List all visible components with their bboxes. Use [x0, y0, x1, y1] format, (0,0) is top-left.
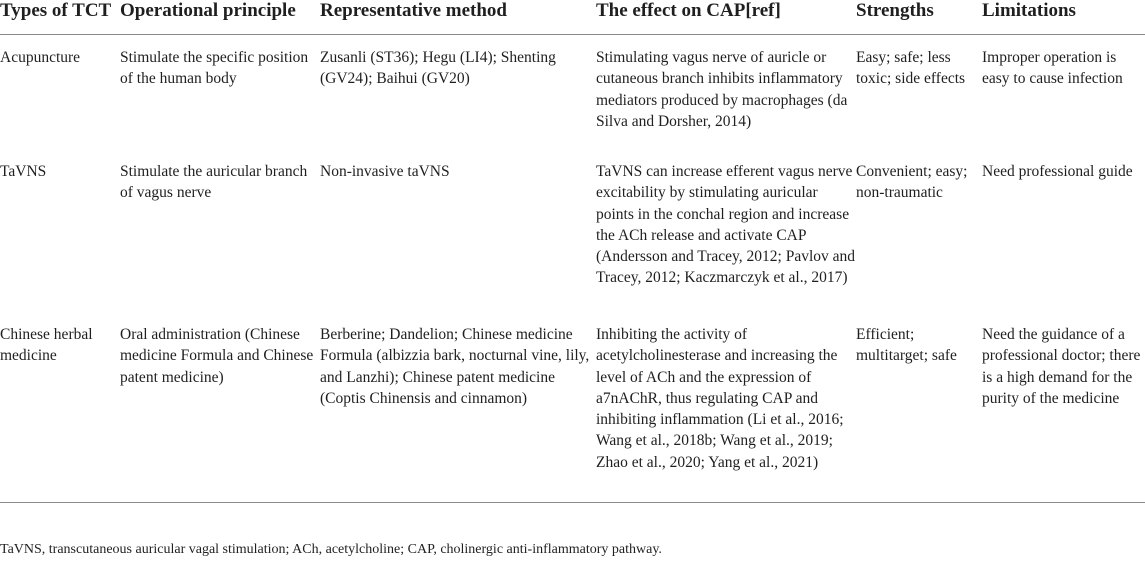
cell-type: Acupuncture — [0, 49, 81, 66]
cell-limitations: Need the guidance of a professional doctor; there is a high demand for the purity of the medicine — [982, 311, 1145, 503]
cell-principle: Oral administration (Chinese medicine Formula and Chinese patent medicine) — [120, 311, 320, 503]
cell-method: Zusanli (ST36); Hegu (LI4); Shenting (GV24); Baihui (GV20) — [320, 49, 556, 88]
cell-strengths: Easy; safe; less toxic; side effects — [856, 49, 966, 88]
cell-type: TaVNS — [0, 163, 47, 180]
header-method: Representative method — [320, 0, 596, 35]
table-row — [0, 311, 1145, 503]
header-principle: Operational principle — [120, 0, 320, 35]
cell-limitations: Need professional guide — [982, 163, 1133, 180]
cell-method: Berberine; Dandelion; Chinese medicine Formula (albizzia bark, nocturnal vine, lily, and Lanzhi); Chinese patent medicine (Coptis Chinensis and cinnamon) — [320, 311, 596, 503]
header-strengths: Strengths — [856, 0, 982, 35]
cell-method: Non-invasive taVNS — [320, 163, 450, 180]
header-types: Types of TCT — [0, 0, 120, 35]
cell-effect: Inhibiting the activity of acetylcholinesterase and increasing the level of ACh and the expression of a7nAChR, thus regulating CAP and inhibiting inflammation (Li et al., 2016; Wang et al., 2018b; Wang et al., 2019; Zhao et al., 2020; Yang et al., 2021) — [596, 311, 856, 503]
table-row — [0, 35, 1145, 154]
cell-type: Chinese herbal medicine — [0, 311, 120, 503]
header-row — [0, 0, 1145, 35]
cell-strengths: Efficient; multitarget; safe — [856, 311, 982, 503]
cell-principle: Stimulate the specific position of the human body — [120, 49, 309, 88]
cell-limitations: Improper operation is easy to cause infection — [982, 49, 1123, 88]
table-row — [0, 153, 1145, 311]
table-footnote: TaVNS, transcutaneous auricular vagal stimulation; ACh, acetylcholine; CAP, cholinergic anti-inflammatory pathway. — [0, 542, 662, 557]
cell-effect: Stimulating vagus nerve of auricle or cutaneous branch inhibits inflammatory mediators produced by macrophages (da Silva and Dorsher, 2014) — [596, 49, 848, 130]
cell-principle: Stimulate the auricular branch of vagus nerve — [120, 163, 308, 202]
cell-effect: TaVNS can increase efferent vagus nerve excitability by stimulating auricular points in the conchal region and increase the ACh release and activate CAP (Andersson and Tracey, 2012; Pavlov and Tracey, 2012; Kaczmarczyk et al., 2017) — [596, 163, 856, 287]
header-effect: The effect on CAP[ref] — [596, 0, 856, 35]
header-limitations: Limitations — [982, 0, 1145, 35]
cell-strengths: Convenient; easy; non-traumatic — [856, 163, 968, 202]
